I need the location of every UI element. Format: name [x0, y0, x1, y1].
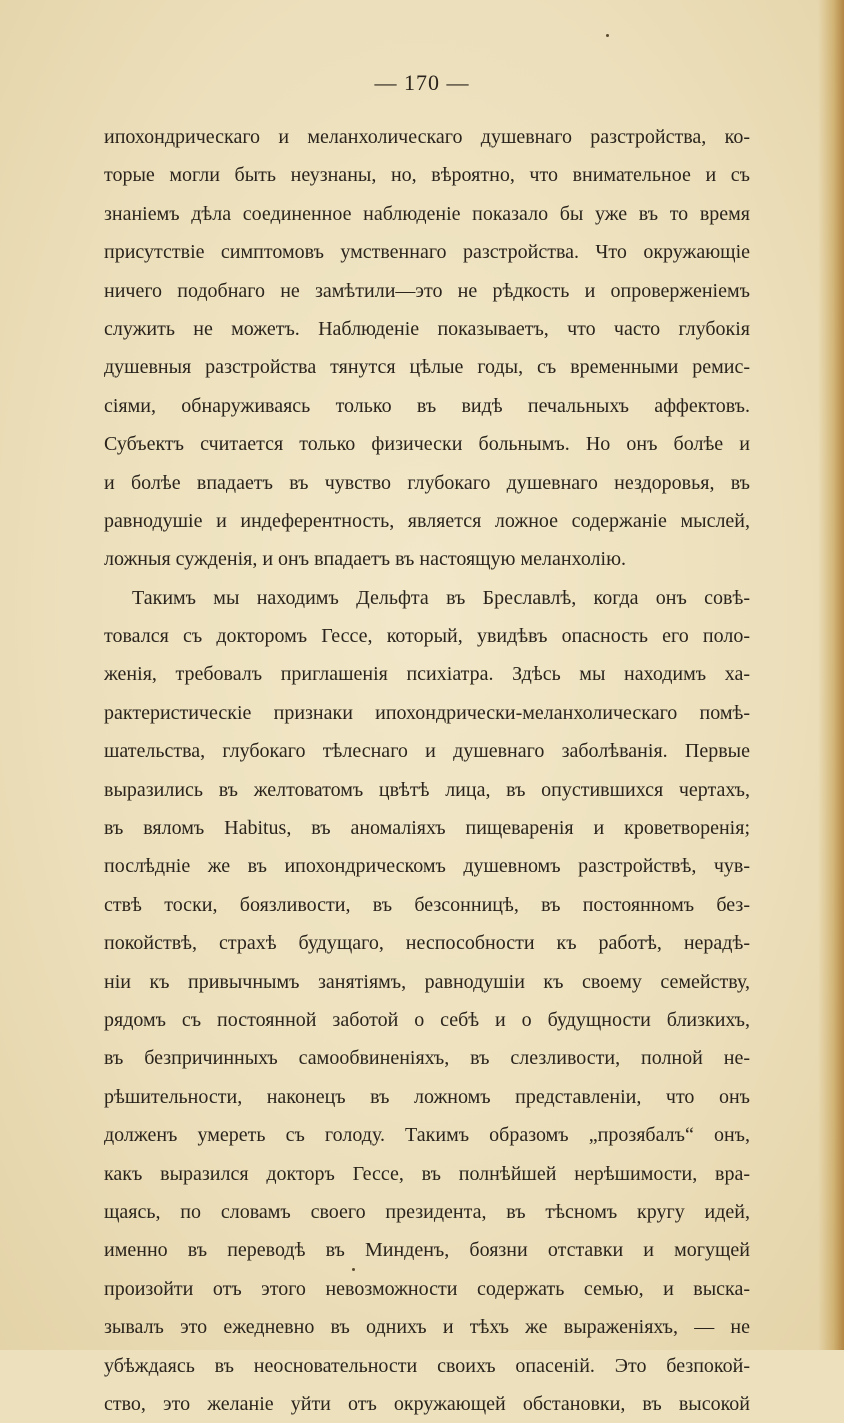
- text-line: щаясь, по словамъ своего президента, въ тѣсномъ кругу идей,: [104, 1200, 750, 1223]
- text-line: торые могли быть неузнаны, но, вѣроятно, что внимательное и съ: [104, 164, 750, 187]
- text-line: въ вяломъ Habitus, въ аномаліяхъ пищеваренія и кроветворенія;: [104, 817, 750, 840]
- text-line: произойти отъ этого невозможности содержать семью, и выска-: [104, 1277, 750, 1300]
- text-line: выразились въ желтоватомъ цвѣтѣ лица, въ опустившихся чертахъ,: [104, 778, 750, 801]
- text-line: Такимъ мы находимъ Дельфта въ Бреславлѣ, когда онъ совѣ-: [132, 586, 750, 609]
- text-line: Субъектъ считается только физически больнымъ. Но онъ болѣе и: [104, 433, 750, 456]
- text-line: шательства, глубокаго тѣлеснаго и душевнаго заболѣванія. Первые: [104, 740, 750, 763]
- text-line: рѣшительности, наконецъ въ ложномъ представленіи, что онъ: [104, 1085, 750, 1108]
- text-line: зывалъ это ежедневно въ однихъ и тѣхъ же выраженіяхъ, — не: [104, 1316, 750, 1339]
- text-line: послѣдніе же въ ипохондрическомъ душевномъ разстройствѣ, чув-: [104, 855, 750, 878]
- text-line: знаніемъ дѣла соединенное наблюденіе показало бы уже въ то время: [104, 202, 750, 225]
- text-line: и болѣе впадаетъ въ чувство глубокаго душевнаго нездоровья, въ: [104, 471, 750, 494]
- text-line: ство, это желаніе уйти отъ окружающей обстановки, въ высокой: [104, 1392, 750, 1415]
- text-line: сіями, обнаруживаясь только въ видѣ печальныхъ аффектовъ.: [104, 394, 750, 417]
- text-line: рактеристическіе признаки ипохондрически-меланхолическаго помѣ-: [104, 701, 750, 724]
- text-line: женія, требовалъ приглашенія психіатра. Здѣсь мы находимъ ха-: [104, 663, 750, 686]
- body-text: [104, 118, 750, 1423]
- page-number: — 170 —: [374, 70, 470, 95]
- text-line: ипохондрическаго и меланхолическаго душевнаго разстройства, ко-: [104, 126, 750, 148]
- text-line: ніи къ привычнымъ занятіямъ, равнодушіи къ своему семейству,: [104, 970, 750, 993]
- text-line: служить не можетъ. Наблюденіе показываетъ, что часто глубокія: [104, 317, 750, 340]
- text-line: именно въ переводѣ въ Минденъ, боязни отставки и могущей: [104, 1239, 750, 1262]
- text-line: рядомъ съ постоянной заботой о себѣ и о будущности близкихъ,: [104, 1008, 750, 1031]
- text-line: равнодушіе и индеферентность, является ложное содержаніе мыслей,: [104, 509, 750, 532]
- text-line: убѣждаясь въ неосновательности своихъ опасеній. Это безпокой-: [104, 1354, 750, 1377]
- text-line: присутствіе симптомовъ умственнаго разстройства. Что окружающіе: [104, 241, 750, 264]
- text-line: товался съ докторомъ Гессе, который, увидѣвъ опасность его поло-: [104, 625, 750, 648]
- text-line: въ безпричинныхъ самообвиненіяхъ, въ слезливости, полной не-: [104, 1047, 750, 1070]
- text-line: ложныя сужденія, и онъ впадаетъ въ настоящую меланхолію.: [104, 548, 627, 571]
- text-line: какъ выразился докторъ Гессе, въ полнѣйшей нерѣшимости, вра-: [104, 1162, 750, 1185]
- text-line: долженъ умереть съ голоду. Такимъ образомъ „прозябалъ“ онъ,: [104, 1124, 750, 1147]
- paper-speck: [606, 34, 609, 37]
- page-edge-shadow: [818, 0, 844, 1350]
- text-line: душевныя разстройства тянутся цѣлые годы, съ временными ремис-: [104, 356, 750, 379]
- text-line: ничего подобнаго не замѣтили—это не рѣдкость и опроверженіемъ: [104, 279, 750, 302]
- text-line: ствѣ тоски, боязливости, въ безсонницѣ, въ постоянномъ без-: [104, 893, 750, 916]
- text-line: покойствѣ, страхѣ будущаго, неспособности къ работѣ, нерадѣ-: [104, 932, 750, 955]
